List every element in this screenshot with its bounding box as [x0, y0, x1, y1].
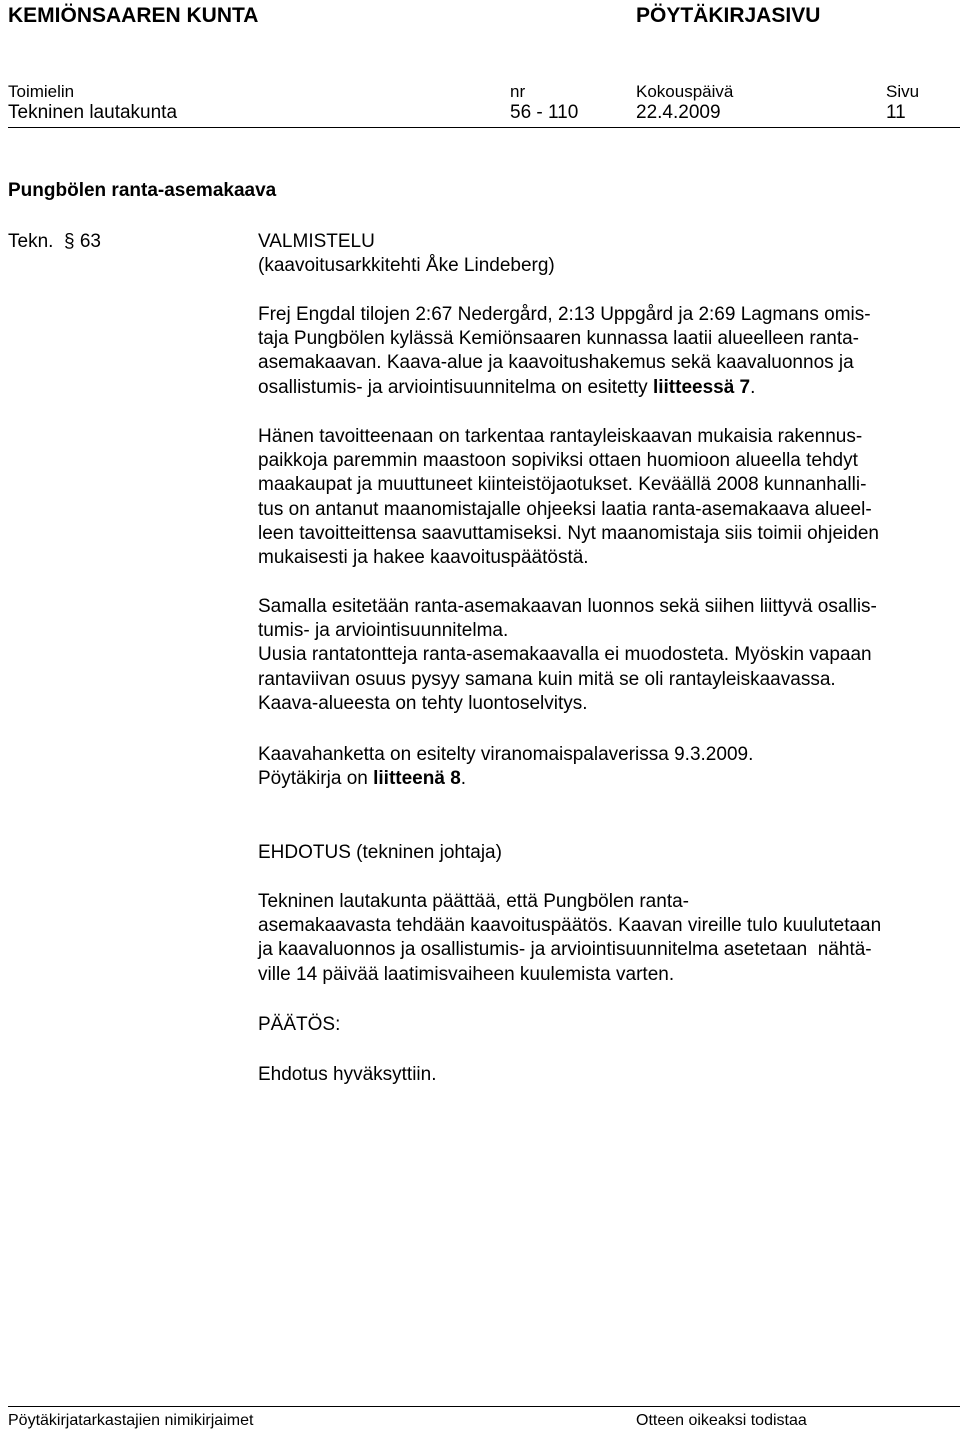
- p3-line: Samalla esitetään ranta-asemakaavan luonnos sekä siihen liittyvä osallis-: [258, 596, 877, 617]
- p3-line: Kaava-alueesta on tehty luontoselvitys.: [258, 692, 588, 714]
- value-page: 11: [886, 102, 906, 123]
- p1-period: .: [750, 376, 756, 398]
- paragraph-2: [258, 425, 879, 570]
- attachment-ref-8: liitteenä 8: [373, 768, 461, 790]
- section-title: Pungbölen ranta-asemakaava: [8, 180, 277, 201]
- decision-heading: PÄÄTÖS:: [258, 1014, 341, 1035]
- proposal-text: [258, 890, 881, 987]
- proposal-line: Tekninen lautakunta päättää, että Pungbölen ranta-: [258, 891, 689, 912]
- case-ref: Tekn. § 63: [8, 231, 101, 252]
- p1-text: osallistumis- ja arviointisuunnitelma on esitetty: [258, 376, 653, 398]
- label-body: Toimielin: [8, 82, 75, 101]
- p1-line: taja Pungbölen kylässä Kemiönsaaren kunnassa laatii alueelleen ranta-: [258, 328, 859, 350]
- p1-line: Frej Engdal tilojen 2:67 Nedergård, 2:13 Uppgård ja 2:69 Lagmans omis-: [258, 304, 871, 325]
- p4-line: [258, 767, 753, 791]
- org-name: KEMIÖNSAAREN KUNTA: [8, 4, 259, 27]
- proposal-heading: EHDOTUS (tekninen johtaja): [258, 842, 502, 863]
- p4-period: .: [460, 768, 467, 790]
- label-page: Sivu: [886, 82, 920, 101]
- value-nr: 56 - 110: [510, 102, 579, 123]
- p2-line: mukaisesti ja hakee kaavoituspäätöstä.: [258, 547, 589, 569]
- p1-line: [258, 376, 871, 400]
- p3-line: tumis- ja arviointisuunnitelma.: [258, 620, 509, 642]
- doc-type: PÖYTÄKIRJASIVU: [636, 4, 821, 27]
- attachment-ref-7: liitteessä 7: [652, 376, 751, 398]
- preparation-author: (kaavoitusarkkitehti Åke Lindeberg): [258, 255, 555, 276]
- proposal-line: ja kaavaluonnos ja osallistumis- ja arviointisuunnitelma asetetaan nähtä-: [258, 939, 872, 961]
- p1-line: asemakaavan. Kaava-alue ja kaavoitushakemus sekä kaavaluonnos ja: [258, 352, 854, 374]
- label-nr: nr: [510, 82, 526, 101]
- paragraph-3: [258, 595, 877, 716]
- p2-line: leen tavoitteittensa saavuttamiseksi. Nyt maanomistaja siis toimii ohjeiden: [258, 522, 879, 544]
- p3-line: rantaviivan osuus pysyy samana kuin mitä se oli rantayleiskaavassa.: [258, 668, 836, 690]
- p2-line: maakaupat ja muuttuneet kiinteistöjaotukset. Keväällä 2008 kunnanhalli-: [258, 474, 867, 496]
- p2-line: paikkoja paremmin maastoon sopiviksi ottaen huomioon alueella tehdyt: [258, 450, 858, 472]
- p2-line: Hänen tavoitteenaan on tarkentaa rantayleiskaavan mukaisia rakennus-: [258, 426, 863, 447]
- p4-line: Kaavahanketta on esitelty viranomaispalaverissa 9.3.2009.: [258, 744, 754, 765]
- paragraph-4: [258, 743, 753, 791]
- p3-line: Uusia rantatontteja ranta-asemakaavalla ei muodosteta. Myöskin vapaan: [258, 644, 872, 666]
- footer-divider: [8, 1406, 960, 1407]
- paragraph-1: [258, 303, 871, 400]
- p4-text: Pöytäkirja on: [258, 768, 374, 790]
- preparation-heading: VALMISTELU: [258, 231, 375, 252]
- label-date: Kokouspäivä: [636, 82, 734, 101]
- footer-right: Otteen oikeaksi todistaa: [636, 1412, 807, 1429]
- footer-left: Pöytäkirjatarkastajien nimikirjaimet: [8, 1412, 254, 1429]
- value-date: 22.4.2009: [636, 102, 721, 123]
- decision-text: Ehdotus hyväksyttiin.: [258, 1064, 437, 1085]
- proposal-line: asemakaavasta tehdään kaavoituspäätös. Kaavan vireille tulo kuulutetaan: [258, 915, 882, 937]
- header-divider: [8, 127, 960, 128]
- p2-line: tus on antanut maanomistajalle ohjeeksi laatia ranta-asemakaava alueel-: [258, 498, 872, 520]
- proposal-line: ville 14 päivää laatimisvaiheen kuulemista varten.: [258, 963, 675, 985]
- value-body: Tekninen lautakunta: [8, 102, 178, 123]
